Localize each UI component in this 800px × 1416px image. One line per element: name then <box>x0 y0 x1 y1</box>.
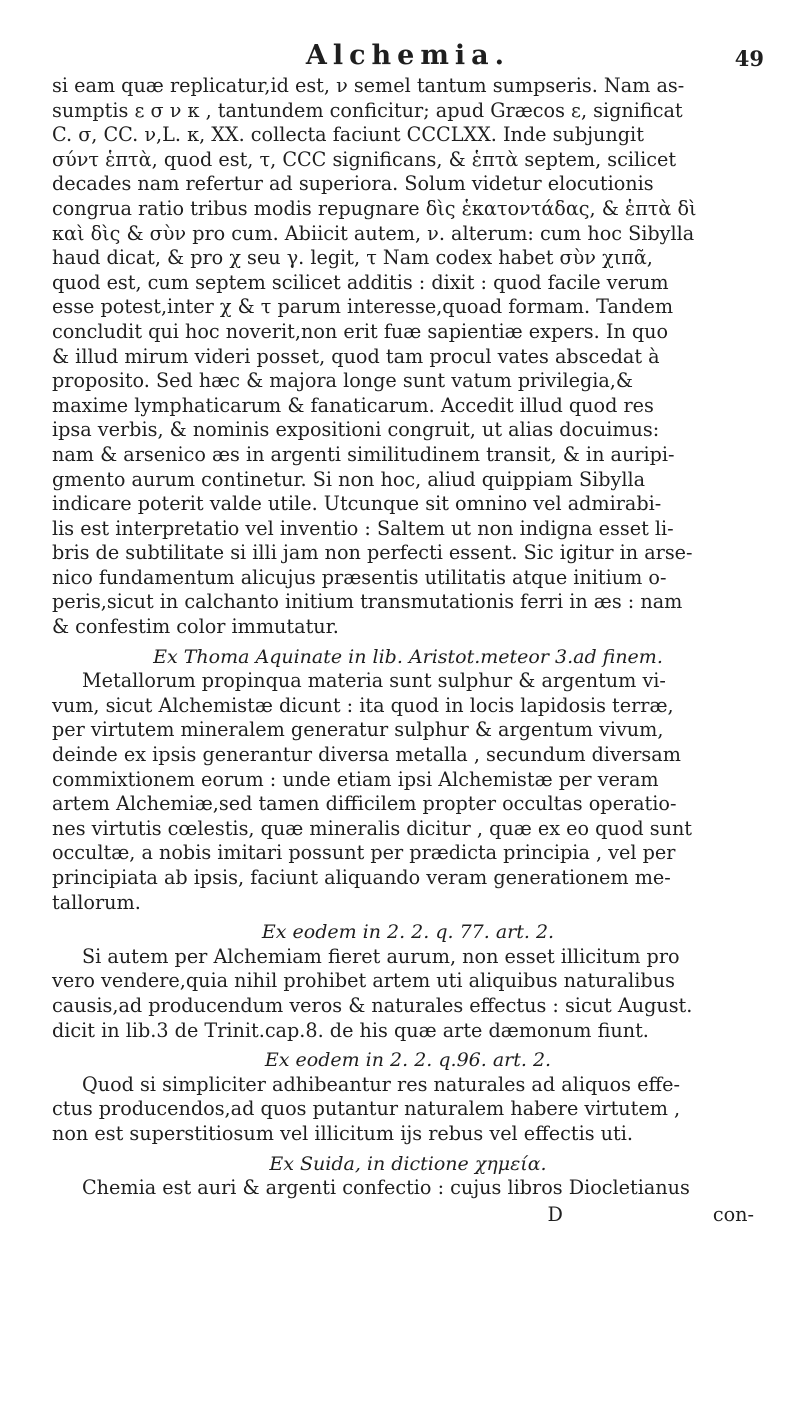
text-line: principiata ab ipsis, faciunt aliquando veram generationem me- <box>52 866 671 889</box>
page-number: 49 <box>734 46 764 71</box>
text-line: esse potest,inter χ & τ parum interesse,quoad formam. Tandem <box>52 295 674 319</box>
text-line: C. σ, CC. ν,L. κ, XX. collecta faciunt CCCLXX. Inde subjungit <box>52 123 644 147</box>
text-line: causis,ad producendum veros & naturales effectus : sicut August. <box>52 993 693 1017</box>
catchword: con- <box>712 1202 754 1226</box>
section-heading-thomas-q96: Ex eodem in 2. 2. q.96. art. 2. <box>264 1049 552 1072</box>
text-line: sumptis ε σ ν κ , tantundem conficitur; apud Græcos ε, significat <box>52 98 683 122</box>
text-line: haud dicat, & pro χ seu γ. legit, τ Nam codex habet σὺν χιπᾶ, <box>52 246 653 270</box>
paragraph-thomas-metals <box>52 669 764 915</box>
text-line: καὶ δὶς & σὺν pro cum. Abiicit autem, ν. alterum: cum hoc Sibylla <box>52 221 695 245</box>
section-heading-thomas-meteor: Ex Thoma Aquinate in lib. Aristot.meteor 3.ad finem. <box>153 645 663 668</box>
text-line: si eam quæ replicatur,id est, ν semel tantum sumpseris. Nam as- <box>52 74 685 97</box>
text-line: vero vendere,quia nihil prohibet artem uti aliquibus naturalibus <box>52 969 675 993</box>
text-line: occultæ, a nobis imitari possunt per prædicta principia , vel per <box>52 841 676 865</box>
text-line: congrua ratio tribus modis repugnare δὶς ἑκατοντάδας, & ἑπτὰ δὶ <box>52 196 697 220</box>
paragraph-sibylla-interpretation <box>52 74 764 640</box>
text-line: commixtionem eorum : unde etiam ipsi Alchemistæ per veram <box>52 767 659 791</box>
paragraph-suida-chemia <box>52 1176 764 1201</box>
text-line: quod est, cum septem scilicet additis : dixit : quod facile verum <box>52 270 669 294</box>
running-head <box>52 38 764 74</box>
text-line: per virtutem mineralem generatur sulphur & argentum vivum, <box>52 718 664 742</box>
text-line: proposito. Sed hæc & majora longe sunt vatum privilegia,& <box>52 369 633 393</box>
text-line: decades nam refertur ad superiora. Solum videtur elocutionis <box>52 172 654 196</box>
text-line: nam & arsenico æs in argenti similitudinem transit, & in auripi- <box>52 442 675 466</box>
text-line: maxime lymphaticarum & fanaticarum. Accedit illud quod res <box>52 393 654 417</box>
text-line: indicare poterit valde utile. Utcunque sit omnino vel admirabi- <box>52 492 662 516</box>
paragraph-thomas-gold-sale <box>52 945 764 1043</box>
text-line: Quod si simpliciter adhibeantur res naturales ad aliquos effe- <box>82 1072 680 1096</box>
text-line: dicit in lib.3 de Trinit.cap.8. de his quæ arte dæmonum fiunt. <box>52 1018 649 1042</box>
text-line: deinde ex ipsis generantur diversa metalla , secundum diversam <box>52 743 681 767</box>
text-line: σύντ ἑπτὰ, quod est, τ, CCC significans, & ἑπτὰ septem, scilicet <box>52 147 677 171</box>
section-heading-suida: Ex Suida, in dictione χημεία. <box>269 1152 547 1175</box>
text-line: & confestim color immutatur. <box>52 615 339 639</box>
text-line: ctus producendos,ad quos putantur naturalem habere virtutem , <box>52 1097 681 1121</box>
text-line: lis est interpretatio vel inventio : Saltem ut non indigna esset li- <box>52 516 674 540</box>
text-line: Metallorum propinqua materia sunt sulphur & argentum vi- <box>82 669 666 693</box>
text-line: gmento aurum continetur. Si non hoc, aliud quippiam Sibylla <box>52 467 646 491</box>
text-line: nes virtutis cœlestis, quæ mineralis dicitur , quæ ex eo quod sunt <box>52 816 693 840</box>
running-title: Alchemia. <box>305 40 511 71</box>
page-footer <box>52 1203 764 1227</box>
body-text <box>52 74 764 1227</box>
text-line: nico fundamentum alicujus præsentis utilitatis atque initium o- <box>52 565 667 589</box>
signature-mark: D <box>547 1202 563 1226</box>
text-line: ipsa verbis, & nominis expositioni congruit, ut alias docuimus: <box>52 418 660 442</box>
text-line: peris,sicut in calchanto initium transmutationis ferri in æs : nam <box>52 590 683 614</box>
text-line: artem Alchemiæ,sed tamen difficilem propter occultas operatio- <box>52 792 677 816</box>
text-line: Chemia est auri & argenti confectio : cujus libros Diocletianus <box>82 1176 690 1200</box>
text-line: bris de subtilitate si illi jam non perfecti essent. Sic igitur in arse- <box>52 541 693 565</box>
text-line: vum, sicut Alchemistæ dicunt : ita quod in locis lapidosis terræ, <box>52 693 674 717</box>
text-line: tallorum. <box>52 890 141 914</box>
text-line: concludit qui hoc noverit,non erit fuæ sapientiæ expers. In quo <box>52 319 669 343</box>
book-page <box>52 38 764 1408</box>
text-line: Si autem per Alchemiam fieret aurum, non esset illicitum pro <box>82 944 680 968</box>
paragraph-thomas-natural-things <box>52 1073 764 1147</box>
section-heading-thomas-q77: Ex eodem in 2. 2. q. 77. art. 2. <box>261 921 555 944</box>
text-line: non est superstitiosum vel illicitum ijs rebus vel effectis uti. <box>52 1121 633 1145</box>
text-line: & illud mirum videri posset, quod tam procul vates abscedat à <box>52 344 660 368</box>
